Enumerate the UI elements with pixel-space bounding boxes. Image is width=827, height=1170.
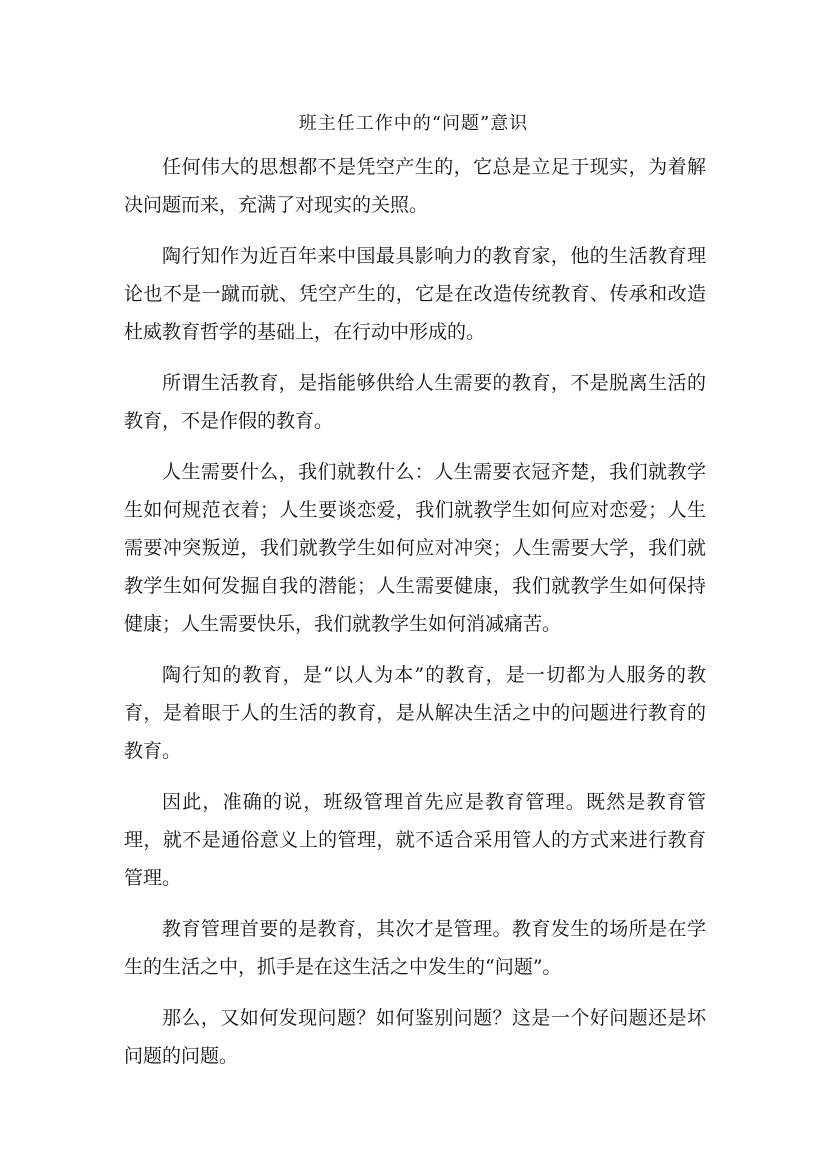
paragraph: 任何伟大的思想都不是凭空产生的，它总是立足于现实，为着解决问题而来，充满了对现实的关照。 [124, 156, 706, 216]
paragraph: 因此，准确的说，班级管理首先应是教育管理。既然是教育管理，就不是通俗意义上的管理，就不适合采用管人的方式来进行教育管理。 [124, 791, 706, 889]
paragraph: 那么，又如何发现问题？如何鉴别问题？这是一个好问题还是坏问题的问题。 [124, 1007, 706, 1067]
paragraph: 教育管理首要的是教育，其次才是管理。教育发生的场所是在学生的生活之中，抓手是在这生活之中发生的“问题”。 [124, 918, 706, 978]
paragraph: 所谓生活教育，是指能够供给人生需要的教育，不是脱离生活的教育，不是作假的教育。 [124, 372, 706, 432]
paragraph: 陶行知作为近百年来中国最具影响力的教育家，他的生活教育理论也不是一蹴而就、凭空产生的，它是在改造传统教育、传承和改造杜威教育哲学的基础上，在行动中形成的。 [124, 245, 706, 343]
document-body [124, 148, 706, 1088]
paragraph: 陶行知的教育，是“以人为本”的教育，是一切都为人服务的教育，是着眼于人的生活的教育，是从解决生活之中的问题进行教育的教育。 [124, 664, 706, 762]
document-title: 班主任工作中的“问题”意识 [298, 113, 529, 134]
paragraph: 人生需要什么，我们就教什么：人生需要衣冠齐楚，我们就教学生如何规范衣着；人生要谈恋爱，我们就教学生如何应对恋爱；人生需要冲突叛逆，我们就教学生如何应对冲突；人生需要大学，我们就教学生如何发掘自我的潜能；人生需要健康，我们就教学生如何保持健康；人生需要快乐，我们就教学生如何消减痛苦。 [124, 461, 706, 635]
